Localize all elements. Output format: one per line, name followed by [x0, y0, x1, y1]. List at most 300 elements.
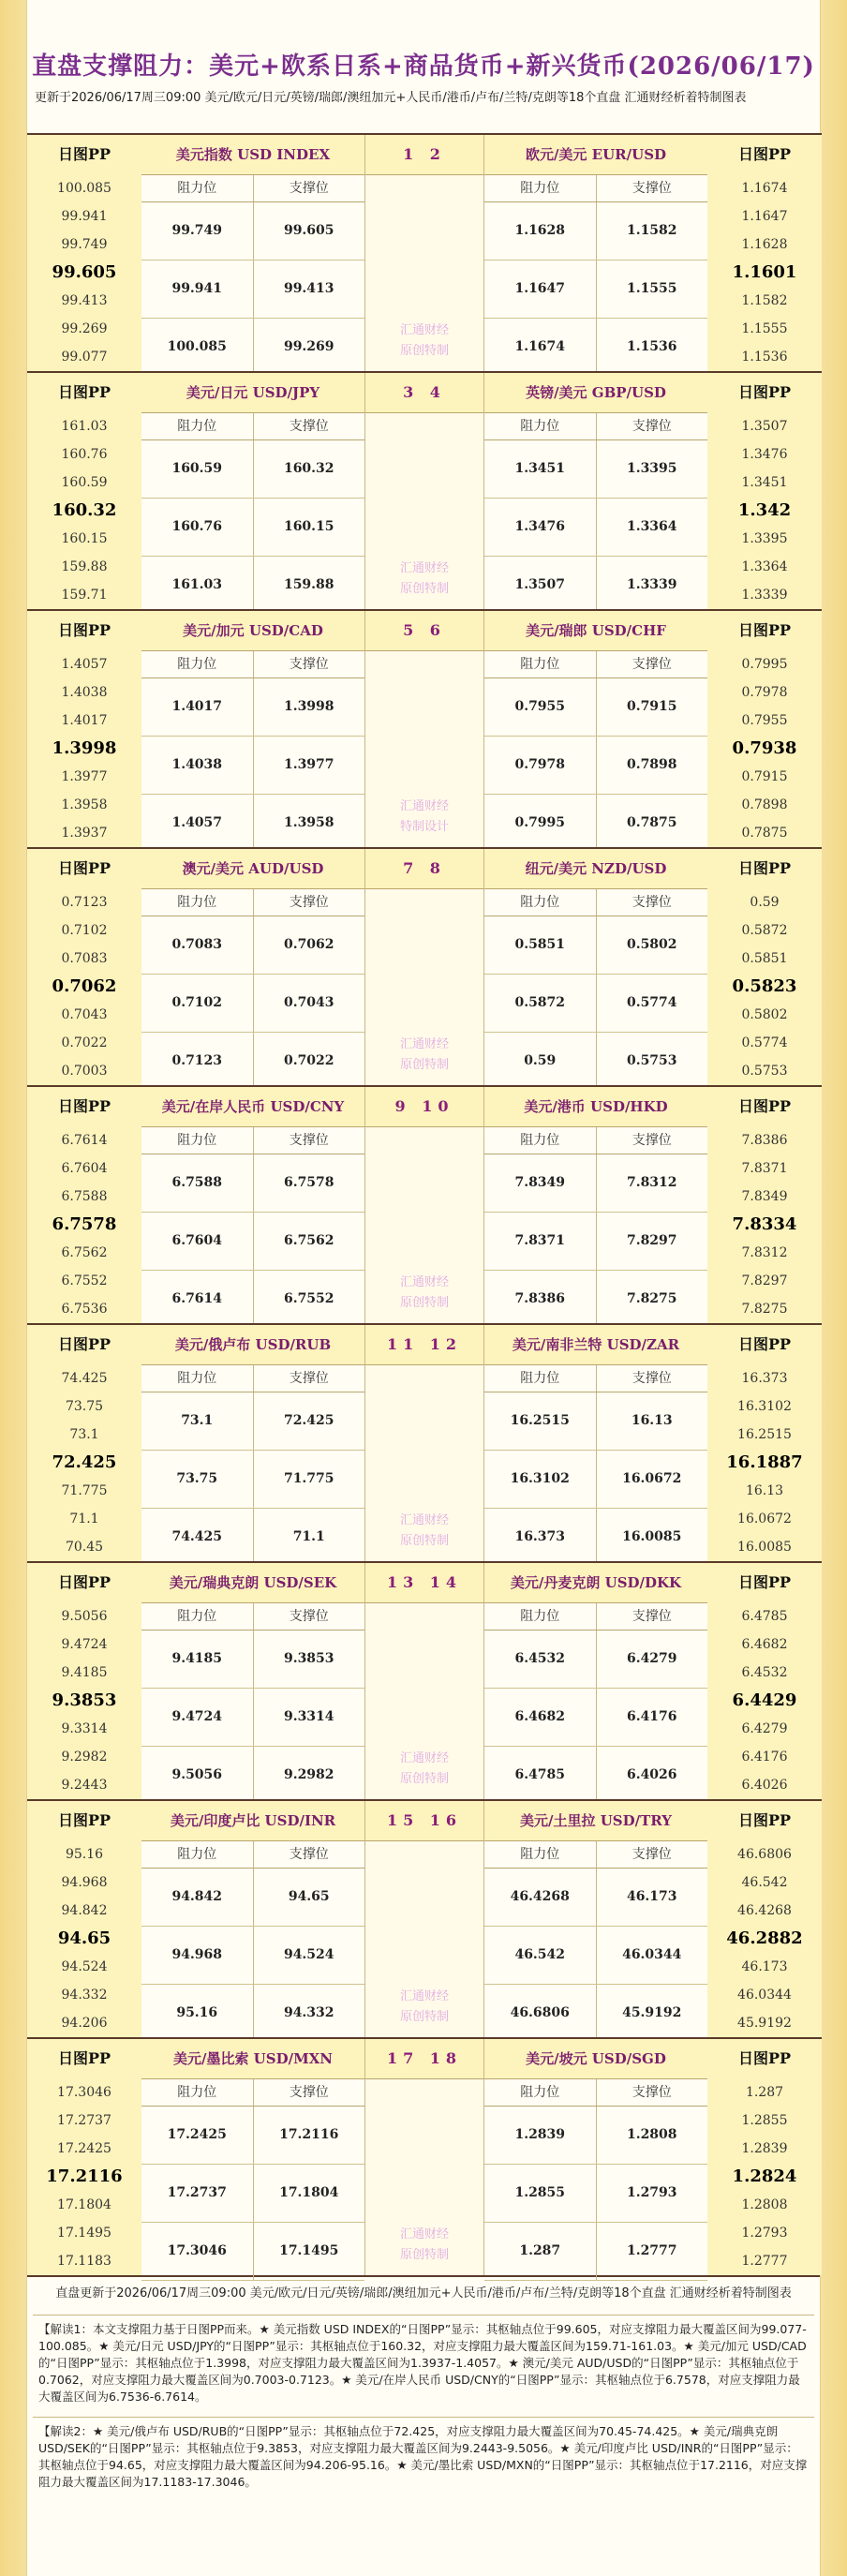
pp-level-value: 9.2443: [61, 1778, 108, 1793]
pp-pivot-value: 9.3853: [52, 1690, 117, 1710]
pair-name: 英镑/美元 GBP/USD: [484, 373, 707, 413]
level-row: [141, 916, 364, 975]
pp-pivot-value: 1.3998: [52, 738, 117, 758]
left-pp-column: [27, 1087, 141, 1323]
pp-level-value: 9.2982: [61, 1750, 108, 1764]
level-column-headers: [484, 175, 707, 202]
support-header: 支撑位: [632, 895, 672, 910]
support-value: 99.269: [283, 339, 334, 354]
pair-name: 美元/印度卢比 USD/INR: [141, 1801, 364, 1841]
pp-header: 日图PP: [57, 1097, 111, 1115]
pp-level-value: 95.16: [65, 1847, 104, 1862]
pp-level-value: 1.2855: [741, 2113, 788, 2128]
block-index-column: [364, 2039, 484, 2275]
left-pair-table: [141, 1087, 364, 1323]
pp-level-value: 1.3977: [61, 769, 108, 784]
pp-header: 日图PP: [57, 859, 111, 877]
pp-level-value: 1.1536: [741, 350, 788, 365]
level-row: [141, 261, 364, 319]
support-value: 1.3395: [626, 461, 677, 476]
resist-value: 6.7604: [141, 1213, 254, 1270]
watermark: [365, 797, 483, 838]
watermark-line-2: 原创特制: [399, 1772, 449, 1786]
support-header: 支撑位: [289, 657, 329, 672]
pp-pivot-value: 0.7938: [732, 738, 797, 758]
support-value: 94.65: [288, 1889, 330, 1904]
pp-level-value: 159.71: [61, 588, 108, 603]
level-row: [141, 1869, 364, 1927]
right-pp-column: [707, 611, 822, 847]
page-title: 直盘支撑阻力：美元+欧系日系+商品货币+新兴货币(2026/06/17): [32, 52, 815, 81]
level-row: [484, 261, 707, 319]
pp-level-value: 1.2777: [741, 2254, 788, 2269]
support-value: 6.4176: [626, 1709, 677, 1724]
resist-value: 0.7123: [141, 1033, 254, 1090]
resist-value: 6.4532: [484, 1630, 597, 1688]
level-row: [484, 1689, 707, 1747]
level-column-headers: [141, 413, 364, 440]
level-row: [484, 678, 707, 737]
right-pp-column: [707, 1563, 822, 1799]
pp-level-value: 1.3476: [741, 447, 788, 462]
resist-value: 1.3507: [484, 557, 597, 614]
level-row: [484, 916, 707, 975]
support-header: 支撑位: [289, 1133, 329, 1148]
pp-header: 日图PP: [57, 1335, 111, 1353]
pp-pivot-value: 16.1887: [726, 1452, 803, 1472]
block-numbers: 13 14: [365, 1563, 483, 1603]
support-value: 9.3314: [283, 1709, 334, 1724]
watermark-line-1: 汇通财经: [399, 1989, 449, 2003]
pp-level-value: 9.4724: [61, 1637, 108, 1652]
support-value: 17.2116: [279, 2127, 339, 2142]
pp-level-value: 1.3958: [61, 797, 108, 812]
pp-level-value: 71.1: [69, 1511, 99, 1526]
pp-pivot-value: 160.32: [52, 500, 117, 520]
level-column-headers: [141, 2079, 364, 2107]
pp-level-value: 159.88: [61, 559, 108, 574]
resist-value: 1.1674: [484, 319, 597, 376]
left-pp-column: [27, 135, 141, 371]
interpretation-2: 【解读2：★ 美元/俄卢布 USD/RUB的“日图PP”显示：其枢轴点位于72.425，对应支撑阻力最大覆盖区间为70.45-74.425。★ 美元/瑞典克朗 USD/SEK的“日图PP”显示：其枢轴点位于9.3853，对应支撑阻力最大覆盖区间为9.2443-9.5056。★ 美元/印度卢比 USD/INR的“日图PP”显示：其枢轴点位于94.65，对应支撑阻力最大覆盖区间为94.206-95.16。★ 美元/墨比索 USD/MXN的“日图PP”显示：其枢轴点位于17.2116，对应支撑阻力最大覆盖区间为17.1183-17.3046。: [33, 2417, 814, 2496]
level-row: [484, 1271, 707, 1329]
pp-level-value: 1.4038: [61, 685, 108, 700]
pp-header: 日图PP: [737, 1335, 792, 1353]
watermark-line-1: 汇通财经: [399, 1751, 449, 1765]
pp-level-value: 99.413: [61, 293, 108, 308]
pp-pivot-value: 6.7578: [52, 1214, 117, 1234]
pair-name: 美元/坡元 USD/SGD: [484, 2039, 707, 2079]
support-value: 1.3339: [626, 577, 677, 592]
pair-name: 美元指数 USD INDEX: [141, 135, 364, 175]
support-value: 16.13: [631, 1413, 673, 1428]
pair-block: [27, 1085, 822, 1323]
watermark-line-1: 汇通财经: [399, 2227, 449, 2241]
pp-pivot-value: 17.2116: [46, 2167, 123, 2186]
pp-level-value: 160.15: [61, 531, 108, 546]
pp-level-value: 0.7898: [741, 797, 788, 812]
right-pair-table: [484, 2039, 707, 2275]
pp-level-value: 160.76: [61, 447, 108, 462]
resist-value: 0.7102: [141, 975, 254, 1032]
watermark: [365, 1749, 483, 1790]
level-row: [484, 202, 707, 261]
right-pair-table: [484, 1801, 707, 2037]
support-value: 72.425: [283, 1413, 334, 1428]
resist-header: 阻力位: [141, 889, 254, 916]
resist-value: 160.76: [141, 499, 254, 556]
pp-level-value: 9.4185: [61, 1665, 108, 1680]
pp-level-value: 100.085: [57, 181, 111, 196]
resist-value: 46.6806: [484, 1985, 597, 2042]
block-numbers: 7 8: [365, 849, 483, 889]
resist-value: 0.5851: [484, 916, 597, 974]
right-pair-table: [484, 1087, 707, 1323]
watermark-line-1: 汇通财经: [399, 1037, 449, 1051]
pp-pivot-value: 0.7062: [52, 976, 117, 996]
left-pp-column: [27, 849, 141, 1085]
pp-level-value: 0.5753: [741, 1064, 788, 1079]
pp-level-value: 6.4682: [741, 1637, 788, 1652]
pp-level-value: 1.287: [745, 2085, 784, 2100]
block-numbers: 15 16: [365, 1801, 483, 1841]
support-value: 1.3364: [626, 519, 677, 534]
pair-name: 美元/俄卢布 USD/RUB: [141, 1325, 364, 1365]
pp-header: 日图PP: [737, 145, 792, 163]
level-row: [484, 1033, 707, 1091]
support-value: 1.1555: [626, 281, 677, 296]
block-index-column: [364, 849, 484, 1085]
pp-level-value: 0.7123: [61, 895, 108, 910]
left-pair-table: [141, 849, 364, 1085]
level-row: [484, 1154, 707, 1213]
resist-value: 7.8386: [484, 1271, 597, 1328]
block-index-column: [364, 1801, 484, 2037]
support-value: 0.7043: [283, 995, 334, 1010]
support-value: 0.5753: [626, 1053, 677, 1068]
pp-level-value: 1.1647: [741, 209, 788, 224]
right-pp-column: [707, 135, 822, 371]
left-pair-table: [141, 135, 364, 371]
level-row: [484, 1451, 707, 1509]
pp-level-value: 45.9192: [737, 2016, 792, 2031]
pp-level-value: 0.7955: [741, 713, 788, 728]
level-row: [141, 440, 364, 499]
pp-level-value: 1.3937: [61, 826, 108, 841]
pp-header: 日图PP: [737, 859, 792, 877]
pp-level-value: 160.59: [61, 475, 108, 490]
resist-header: 阻力位: [141, 2079, 254, 2106]
level-row: [484, 1509, 707, 1567]
level-row: [141, 1747, 364, 1805]
update-subtitle: 更新于2026/06/17周三09:00 美元/欧元/日元/英镑/瑞郎/澳纽加元+人民币/港币/卢布/兰特/克朗等18个直盘 汇通财经析着特制图表: [35, 91, 747, 105]
support-value: 160.32: [283, 461, 334, 476]
pp-level-value: 7.8349: [741, 1189, 788, 1204]
support-value: 16.0672: [622, 1471, 682, 1486]
pp-level-value: 7.8312: [741, 1245, 788, 1260]
level-row: [141, 1213, 364, 1271]
report-sheet: [26, 0, 821, 2576]
watermark-line-2: 原创特制: [399, 344, 449, 358]
pair-block: [27, 847, 822, 1085]
pair-blocks: [27, 133, 822, 2275]
pp-header: 日图PP: [57, 383, 111, 401]
level-row: [484, 737, 707, 795]
pair-name: 美元/瑞郎 USD/CHF: [484, 611, 707, 651]
level-column-headers: [141, 651, 364, 678]
block-index-column: [364, 373, 484, 609]
right-pair-table: [484, 849, 707, 1085]
support-header: 支撑位: [289, 419, 329, 434]
pp-pivot-value: 94.65: [57, 1928, 111, 1948]
support-value: 71.1: [292, 1529, 325, 1544]
pp-header: 日图PP: [57, 145, 111, 163]
block-index-column: [364, 1563, 484, 1799]
resist-value: 7.8371: [484, 1213, 597, 1270]
pp-level-value: 17.2425: [57, 2141, 111, 2156]
support-value: 7.8312: [626, 1175, 677, 1190]
left-pair-table: [141, 373, 364, 609]
resist-value: 17.3046: [141, 2223, 254, 2280]
level-row: [484, 1985, 707, 2043]
pp-level-value: 0.7022: [61, 1035, 108, 1050]
resist-value: 73.75: [141, 1451, 254, 1508]
support-value: 6.4026: [626, 1767, 677, 1782]
pair-name: 欧元/美元 EUR/USD: [484, 135, 707, 175]
level-row: [484, 2165, 707, 2223]
pp-level-value: 46.173: [741, 1959, 788, 1974]
level-row: [141, 2107, 364, 2165]
resist-value: 16.373: [484, 1509, 597, 1566]
level-row: [484, 1747, 707, 1805]
level-row: [141, 1451, 364, 1509]
level-row: [484, 2223, 707, 2281]
support-value: 1.1582: [626, 223, 677, 238]
level-row: [141, 1985, 364, 2043]
watermark-line-1: 汇通财经: [399, 799, 449, 813]
watermark-line-2: 原创特制: [399, 1296, 449, 1310]
pp-pivot-value: 7.8334: [732, 1214, 797, 1234]
pp-level-value: 6.4785: [741, 1609, 788, 1624]
level-column-headers: [141, 889, 364, 916]
level-row: [141, 319, 364, 377]
support-value: 1.3958: [283, 815, 334, 830]
level-row: [141, 1509, 364, 1567]
support-header: 支撑位: [289, 1847, 329, 1862]
level-row: [141, 202, 364, 261]
support-value: 7.8275: [626, 1291, 677, 1306]
watermark-line-2: 原创特制: [399, 1058, 449, 1072]
left-pair-table: [141, 1801, 364, 2037]
watermark-line-1: 汇通财经: [399, 1275, 449, 1289]
support-header: 支撑位: [289, 181, 329, 196]
support-value: 99.605: [283, 223, 334, 238]
resist-value: 16.3102: [484, 1451, 597, 1508]
support-value: 99.413: [283, 281, 334, 296]
pp-level-value: 0.7003: [61, 1064, 108, 1079]
pp-level-value: 6.7588: [61, 1189, 108, 1204]
resist-header: 阻力位: [141, 1127, 254, 1154]
block-numbers: 5 6: [365, 611, 483, 651]
pp-level-value: 17.1183: [57, 2254, 111, 2269]
pp-level-value: 6.4026: [741, 1778, 788, 1793]
level-column-headers: [484, 1603, 707, 1630]
resist-header: 阻力位: [484, 413, 597, 439]
resist-value: 1.1628: [484, 202, 597, 260]
level-row: [141, 1033, 364, 1091]
pp-level-value: 1.3395: [741, 531, 788, 546]
level-row: [141, 975, 364, 1033]
left-pp-column: [27, 1801, 141, 2037]
support-value: 45.9192: [622, 2005, 682, 2020]
level-column-headers: [141, 1127, 364, 1154]
pp-level-value: 1.4017: [61, 713, 108, 728]
resist-value: 94.842: [141, 1869, 254, 1926]
block-numbers: 11 12: [365, 1325, 483, 1365]
resist-value: 6.7614: [141, 1271, 254, 1328]
pp-level-value: 16.13: [745, 1483, 784, 1498]
support-value: 16.0085: [622, 1529, 682, 1544]
pp-level-value: 0.5851: [741, 951, 788, 966]
pair-block: [27, 609, 822, 847]
support-header: 支撑位: [289, 1371, 329, 1386]
watermark-line-1: 汇通财经: [399, 323, 449, 337]
pp-level-value: 99.749: [61, 237, 108, 252]
right-pp-column: [707, 373, 822, 609]
pp-level-value: 94.968: [61, 1875, 108, 1890]
level-column-headers: [484, 889, 707, 916]
pp-level-value: 7.8386: [741, 1133, 788, 1148]
level-row: [141, 737, 364, 795]
pp-level-value: 6.7552: [61, 1273, 108, 1288]
pp-level-value: 1.2808: [741, 2197, 788, 2212]
pp-pivot-value: 46.2882: [726, 1928, 803, 1948]
pp-level-value: 7.8297: [741, 1273, 788, 1288]
right-pp-column: [707, 1087, 822, 1323]
resist-value: 99.749: [141, 202, 254, 260]
pp-level-value: 0.7043: [61, 1007, 108, 1022]
pp-level-value: 6.4279: [741, 1721, 788, 1736]
resist-value: 0.7978: [484, 737, 597, 794]
support-value: 6.4279: [626, 1651, 677, 1666]
pp-level-value: 1.3339: [741, 588, 788, 603]
pair-block: [27, 1799, 822, 2037]
resist-value: 46.4268: [484, 1869, 597, 1926]
support-header: 支撑位: [632, 657, 672, 672]
resist-value: 6.4682: [484, 1689, 597, 1746]
support-header: 支撑位: [632, 1609, 672, 1624]
level-column-headers: [484, 1841, 707, 1869]
resist-value: 0.59: [484, 1033, 597, 1090]
left-pp-column: [27, 611, 141, 847]
pair-block: [27, 133, 822, 371]
support-value: 9.3853: [283, 1651, 334, 1666]
level-row: [484, 795, 707, 853]
right-pp-column: [707, 1325, 822, 1561]
pp-header: 日图PP: [737, 1097, 792, 1115]
left-pair-table: [141, 611, 364, 847]
pp-level-value: 0.7915: [741, 769, 788, 784]
right-pp-column: [707, 2039, 822, 2275]
pair-name: 美元/港币 USD/HKD: [484, 1087, 707, 1127]
pair-block: [27, 371, 822, 609]
pp-pivot-value: 0.5823: [732, 976, 797, 996]
level-row: [484, 1213, 707, 1271]
pp-level-value: 6.4176: [741, 1750, 788, 1764]
pp-header: 日图PP: [57, 1573, 111, 1591]
support-value: 0.7898: [626, 757, 677, 772]
watermark-line-2: 原创特制: [399, 2248, 449, 2262]
pair-name: 澳元/美元 AUD/USD: [141, 849, 364, 889]
resist-value: 160.59: [141, 440, 254, 498]
support-header: 支撑位: [632, 2085, 672, 2100]
support-value: 1.2808: [626, 2127, 677, 2142]
watermark-line-2: 原创特制: [399, 2010, 449, 2024]
level-row: [484, 499, 707, 557]
pp-level-value: 71.775: [61, 1483, 108, 1498]
pp-level-value: 6.7536: [61, 1302, 108, 1317]
resist-header: 阻力位: [484, 1841, 597, 1868]
support-value: 0.5774: [626, 995, 677, 1010]
pp-level-value: 46.6806: [737, 1847, 792, 1862]
pp-level-value: 46.4268: [737, 1903, 792, 1918]
pair-name: 美元/瑞典克朗 USD/SEK: [141, 1563, 364, 1603]
support-value: 0.5802: [626, 937, 677, 952]
pp-level-value: 16.2515: [737, 1427, 792, 1442]
watermark-line-2: 特制设计: [399, 820, 449, 834]
footer-text: 直盘更新于2026/06/17周三09:00 美元/欧元/日元/英镑/瑞郎/澳纽加元+人民币/港币/卢布/兰特/克朗等18个直盘 汇通财经析着特制图表: [27, 2275, 820, 2309]
pp-level-value: 6.7614: [61, 1133, 108, 1148]
watermark-line-1: 汇通财经: [399, 1513, 449, 1527]
pair-name: 美元/丹麦克朗 USD/DKK: [484, 1563, 707, 1603]
pair-name: 美元/土里拉 USD/TRY: [484, 1801, 707, 1841]
pp-level-value: 46.0344: [737, 1988, 792, 2003]
level-row: [141, 1689, 364, 1747]
resist-header: 阻力位: [484, 889, 597, 916]
pp-level-value: 0.59: [750, 895, 780, 910]
pp-level-value: 17.1495: [57, 2226, 111, 2241]
level-row: [141, 1271, 364, 1329]
support-value: 46.0344: [622, 1947, 682, 1962]
watermark: [365, 1035, 483, 1076]
pp-header: 日图PP: [737, 383, 792, 401]
support-header: 支撑位: [289, 1609, 329, 1624]
pair-block: [27, 2037, 822, 2275]
level-row: [484, 1630, 707, 1689]
support-value: 1.3998: [283, 699, 334, 714]
resist-value: 17.2737: [141, 2165, 254, 2222]
level-column-headers: [484, 651, 707, 678]
pp-level-value: 1.1582: [741, 293, 788, 308]
pp-level-value: 6.4532: [741, 1665, 788, 1680]
pp-level-value: 46.542: [741, 1875, 788, 1890]
pp-level-value: 1.1555: [741, 321, 788, 336]
pp-level-value: 0.7995: [741, 657, 788, 672]
left-pp-column: [27, 2039, 141, 2275]
pp-level-value: 1.1628: [741, 237, 788, 252]
resist-header: 阻力位: [141, 1603, 254, 1630]
pair-block: [27, 1561, 822, 1799]
pp-level-value: 73.1: [69, 1427, 99, 1442]
resist-header: 阻力位: [484, 1365, 597, 1392]
pp-level-value: 16.0085: [737, 1540, 792, 1555]
level-row: [484, 319, 707, 377]
level-row: [141, 1927, 364, 1985]
resist-value: 1.3476: [484, 499, 597, 556]
left-pp-column: [27, 1563, 141, 1799]
pp-pivot-value: 1.342: [737, 500, 792, 520]
level-row: [484, 440, 707, 499]
